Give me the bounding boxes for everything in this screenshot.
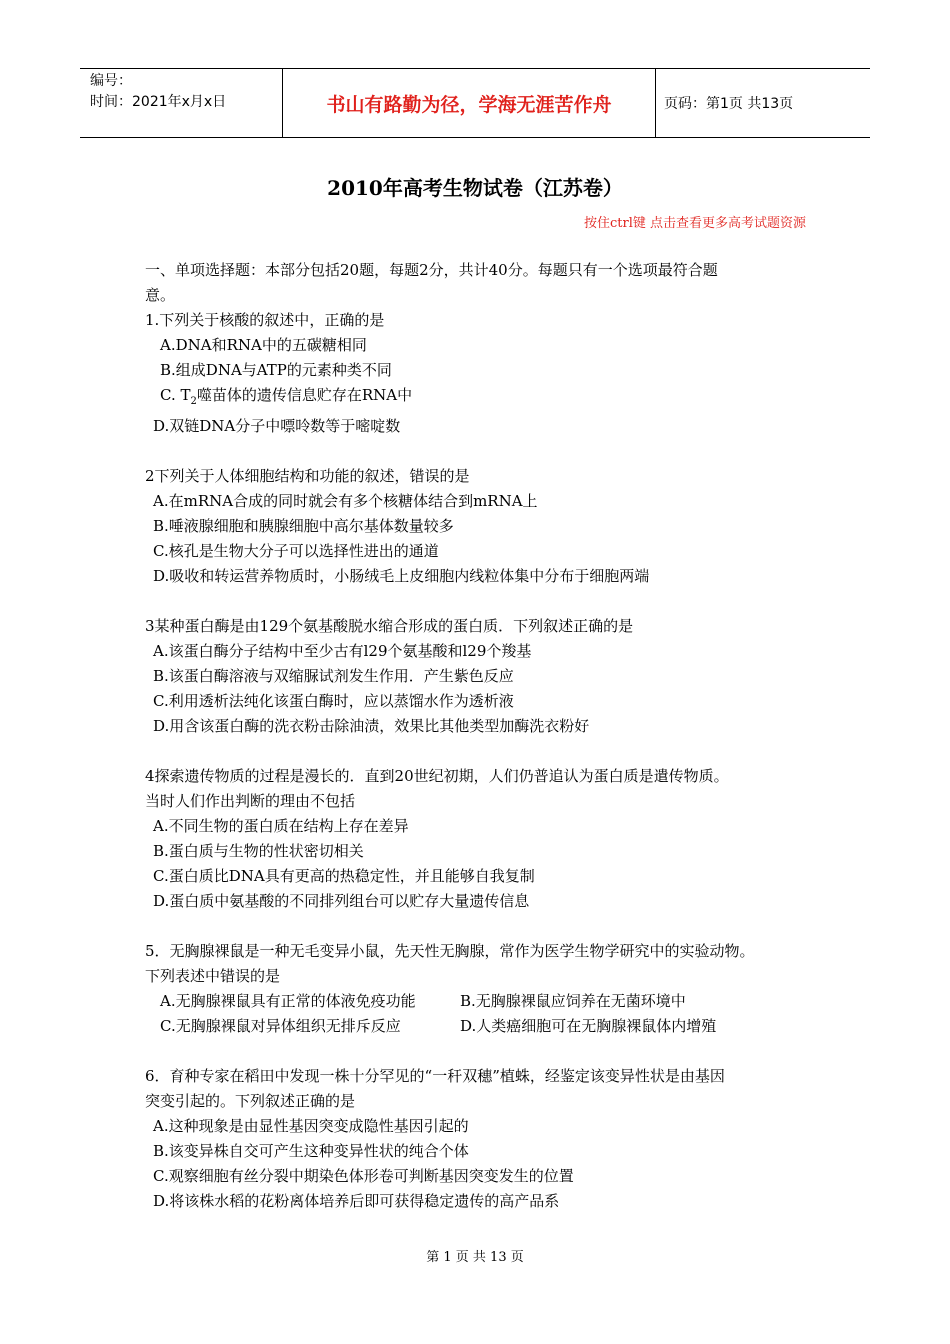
- question-5-option-c: C.无胸腺裸鼠对异体组织无排斥反应: [160, 1017, 401, 1035]
- question-1-option-d: D.双链DNA分子中嘌呤数等于嘧啶数: [153, 417, 401, 435]
- question-2-option-c: C.核孔是生物大分子可以选择性进出的通道: [153, 542, 439, 560]
- number-label: 编号：: [90, 73, 132, 89]
- question-3-option-a: A.该蛋白酶分子结构中至少古有l29个氨基酸和l29个羧基: [153, 642, 532, 660]
- exam-content: [145, 258, 815, 1214]
- time-label: 时间：2021年x月x日: [90, 94, 227, 110]
- question-3-option-c: C.利用透析法纯化该蛋白酶时，应以蒸馏水作为透析液: [153, 692, 514, 710]
- page-header-table: [80, 68, 870, 138]
- document-title: 2010年高考生物试卷（江苏卷）: [327, 176, 623, 200]
- header-motto: 书山有路勤为径，学海无涯苦作舟: [282, 69, 656, 137]
- question-2-option-a: A.在mRNA合成的同时就会有多个核糖体结合到mRNA上: [153, 492, 538, 510]
- option-c-prefix: C. T: [160, 386, 191, 404]
- question-6-option-b: B.该变异株自交可产生这种变异性状的纯合个体: [153, 1142, 469, 1160]
- section-intro-line-2: 意。: [145, 286, 176, 304]
- question-3-option-d: D.用含该蛋白酶的洗衣粉击除油渍，效果比其他类型加酶洗衣粉好: [153, 717, 590, 735]
- question-5-stem-line-2: 下列表述中错误的是: [145, 967, 281, 985]
- question-6-option-c: C.观察细胞有丝分裂中期染色体形卷可判断基因突变发生的位置: [153, 1167, 574, 1185]
- question-6-option-d: D.将该株水稻的花粉离体培养后即可获得稳定遗传的高产品系: [153, 1192, 560, 1210]
- question-4-option-b: B.蛋白质与生物的性状密切相关: [153, 842, 364, 860]
- question-2-stem: 2下列关于人体细胞结构和功能的叙述，错误的是: [145, 467, 470, 485]
- question-4-stem-line-1: 4探索遗传物质的过程是漫长的．直到20世纪初期，人们仍普追认为蛋白质是遣传物质。: [145, 767, 729, 785]
- question-1-stem: 1.下列关于核酸的叙述中，正确的是: [145, 311, 385, 329]
- question-4-option-c: C.蛋白质比DNA具有更高的热稳定性，并且能够自我复制: [153, 867, 535, 885]
- question-5-option-b: B.无胸腺裸鼠应饲养在无菌环境中: [460, 992, 686, 1010]
- section-intro-line-1: 一、单项选择题：本部分包括20题，每题2分，共计40分。每题只有一个选项最符合题: [145, 261, 718, 279]
- question-2-option-d: D.吸收和转运营养物质时，小肠绒毛上皮细胞内线粒体集中分布于细胞两端: [153, 567, 650, 585]
- question-3-stem: 3某种蛋白酶是由129个氨基酸脱水缩合形成的蛋白质．下列叙述正确的是: [145, 617, 634, 635]
- ctrl-click-note[interactable]: 按住ctrl键 点击查看更多高考试题资源: [583, 216, 806, 231]
- question-3-option-b: B.该蛋白酶溶液与双缩脲试剂发生作用．产生紫色反应: [153, 667, 514, 685]
- option-c-rest: 噬苗体的遗传信息贮存在RNA中: [196, 386, 413, 404]
- question-4-option-d: D.蛋白质中氨基酸的不同排列组台可以贮存大量遗传信息: [153, 892, 530, 910]
- header-page-info: 页码：第1页 共13页: [664, 96, 794, 112]
- question-5-option-a: A.无胸腺裸鼠具有正常的体液免疫功能: [160, 992, 416, 1010]
- question-5-options-row-2: [145, 1014, 815, 1039]
- question-4-stem-line-2: 当时人们作出判断的理由不包括: [145, 792, 356, 810]
- option-c-subscript: 2: [190, 396, 197, 407]
- page-footer: 第 1 页 共 13 页: [426, 1250, 524, 1265]
- question-5-options-row-1: [145, 989, 815, 1014]
- question-2-option-b: B.唾液腺细胞和胰腺细胞中高尔基体数量较多: [153, 517, 454, 535]
- header-meta-cell: [80, 69, 281, 139]
- question-1-option-a: A.DNA和RNA中的五碳糖相同: [160, 336, 367, 354]
- question-4-option-a: A.不同生物的蛋白质在结构上存在差异: [153, 817, 409, 835]
- question-6-option-a: A.这种现象是由显性基因突变成隐性基因引起的: [153, 1117, 469, 1135]
- question-6-stem-line-1: 6．育种专家在稻田中发现一株十分罕见的“一秆双穗”植蛛，经鉴定该变异性状是由基因: [145, 1067, 725, 1085]
- question-1-option-b: B.组成DNA与ATP的元素种类不同: [160, 361, 392, 379]
- question-5-option-d: D.人类癌细胞可在无胸腺裸鼠体内增殖: [460, 1017, 717, 1035]
- question-1-option-c: [145, 383, 815, 414]
- question-5-stem-line-1: 5．无胸腺裸鼠是一种无毛变异小鼠，先天性无胸腺，常作为医学生物学研究中的实验动物。: [145, 942, 755, 960]
- question-6-stem-line-2: 突变引起的。下列叙述正确的是: [145, 1092, 356, 1110]
